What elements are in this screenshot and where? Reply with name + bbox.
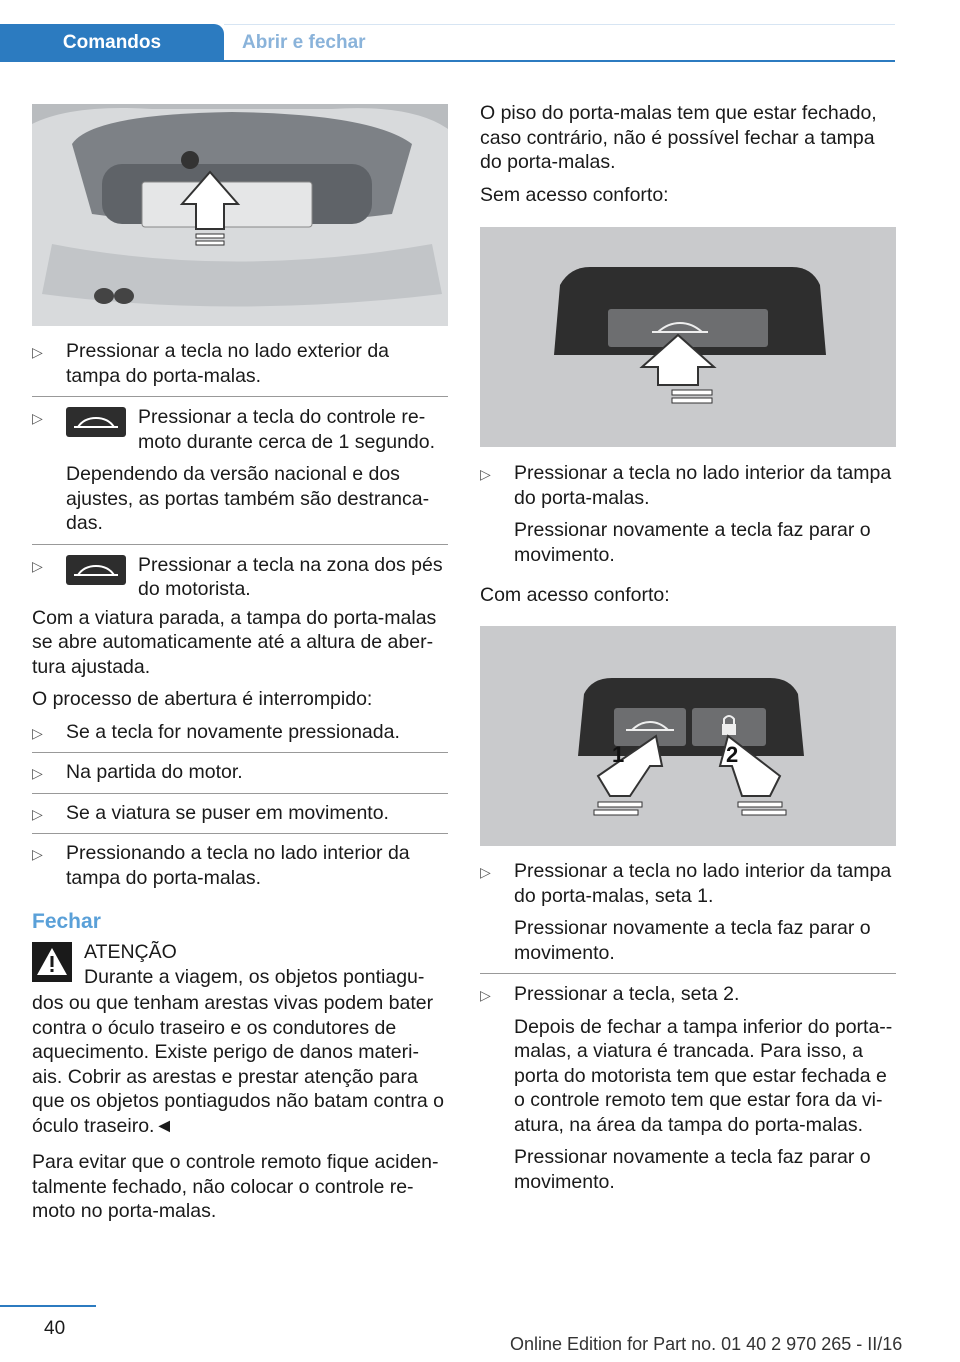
- bullet-text: Pressionar a tecla no lado interior da tampa do porta-malas.: [514, 462, 892, 509]
- interrupt-list: [32, 720, 448, 891]
- list-item: [32, 801, 448, 827]
- trunk-key-icon: [66, 407, 126, 437]
- list-item: [32, 760, 448, 786]
- arrow-label-2: 2: [726, 742, 739, 767]
- list-item: [32, 841, 448, 890]
- bullet-triangle-icon: ▷: [32, 557, 43, 574]
- bullet-subtext: Depois de fechar a tampa inferior do porta--malas, a viatura é trancada. Para isso, a porta do motorista tem que estar fechada e o controle remoto tem que estar fora da vi-atura, na área da tampa do porta-malas.: [514, 1015, 893, 1136]
- bullet-triangle-icon: ▷: [32, 846, 43, 862]
- divider: [32, 544, 448, 545]
- bullet-triangle-icon: ▷: [32, 765, 43, 781]
- warning-icon: [32, 942, 72, 987]
- tab-abrir-e-fechar[interactable]: [224, 24, 366, 62]
- bullet-subtext: Pressionar novamente a tecla faz parar o movimento.: [514, 519, 871, 566]
- list-item: [32, 339, 448, 388]
- trunk-button-illustration: [480, 227, 896, 447]
- bullet-text: Pressionar a tecla na zona dos pés do motorista.: [138, 553, 443, 600]
- trunk-button-image: [480, 227, 896, 447]
- right-top: [480, 101, 896, 207]
- bullet-triangle-icon: ▷: [32, 410, 43, 426]
- divider: [32, 833, 448, 834]
- warning-title: ATENÇÃO: [84, 941, 177, 963]
- paragraph: Com a viatura parada, a tampa do porta-malas se abre automaticamente até a altura de aber-tura ajustada.: [32, 606, 437, 678]
- trunk-key-icon: [66, 555, 126, 585]
- bullet-text: Na partida do motor.: [66, 761, 243, 783]
- bullet-triangle-icon: ▷: [32, 805, 43, 822]
- car-trunk-image: [32, 104, 448, 326]
- divider: [32, 793, 448, 794]
- divider: [480, 973, 896, 974]
- bullet-text: Pressionar a tecla no lado interior da tampa do porta-malas, seta 1.: [514, 860, 892, 907]
- comfort-buttons-illustration: [480, 626, 896, 846]
- bullet-text: Pressionar a tecla, seta 2.: [514, 983, 740, 1005]
- bullet-triangle-icon: ▷: [480, 987, 491, 1003]
- right-bottom: [480, 859, 896, 1194]
- paragraph: Sem acesso conforto:: [480, 183, 669, 206]
- list-item: [480, 461, 896, 567]
- paragraph: O processo de abertura é interrompido:: [32, 688, 373, 710]
- bullet-text: Pressionar a tecla no lado exterior da tampa do porta-malas.: [66, 340, 390, 387]
- tab-abrir-label: Abrir e fechar: [242, 32, 366, 53]
- list-item: [32, 553, 448, 602]
- comfort-access-image: [480, 626, 896, 846]
- divider: [32, 752, 448, 753]
- list-item: [480, 859, 896, 965]
- arrow-label-1: 1: [612, 742, 625, 767]
- tab-comandos-label: Comandos: [62, 32, 162, 53]
- bullet-subtext: Pressionar novamente a tecla faz parar o movimento.: [514, 1146, 871, 1193]
- warning-text: dos ou que tenham arestas vivas podem bater contra o óculo traseiro e os condutores de aquecimento. Existe perigo de danos materi-ais. Cobrir as arestas e prestar atenção para que os objetos pontiagudos não batam contra o óculo traseiro.◄: [32, 992, 444, 1137]
- bullet-text: Pressionando a tecla no lado interior da tampa do porta-malas.: [66, 842, 410, 889]
- list-item: [32, 720, 448, 746]
- page-number: 40: [44, 1318, 66, 1339]
- bullet-subtext: Pressionar novamente a tecla faz parar o movimento.: [514, 917, 871, 964]
- bullet-triangle-icon: ▷: [32, 344, 43, 360]
- tab-comandos[interactable]: [0, 24, 224, 62]
- warning-text-first: Durante a viagem, os objetos pontiagu-: [84, 965, 425, 988]
- edition-text: Online Edition for Part no. 01 40 2 970 265 - II/16: [510, 1334, 903, 1354]
- car-rear-illustration: [32, 104, 448, 326]
- bullet-triangle-icon: ▷: [480, 864, 491, 880]
- paragraph: O piso do porta-malas tem que estar fechado, caso contrário, não é possível fechar a tampa do porta-malas.: [480, 102, 877, 173]
- left-content: [32, 339, 448, 1224]
- bullet-text: Se a tecla for novamente pressionada.: [66, 720, 400, 743]
- divider: [32, 396, 448, 397]
- header-line: [0, 60, 895, 62]
- warning-block: [32, 940, 448, 1138]
- paragraph: Com acesso conforto:: [480, 584, 670, 606]
- footer-line: [0, 1305, 96, 1307]
- bullet-text: Se a viatura se puser em movimento.: [66, 801, 389, 824]
- right-middle: [480, 461, 896, 608]
- bullet-text: Pressionar a tecla do controle re-moto durante cerca de 1 segundo.: [138, 406, 436, 453]
- bullet-triangle-icon: ▷: [32, 724, 43, 741]
- list-item: [480, 982, 896, 1194]
- bullet-triangle-icon: ▷: [480, 466, 491, 482]
- paragraph: Para evitar que o controle remoto fique aciden-talmente fechado, não colocar o controle re-moto no porta-malas.: [32, 1151, 439, 1222]
- section-heading: Fechar: [32, 910, 101, 933]
- bullet-subtext: Dependendo da versão nacional e dos ajustes, as portas também são destranca-das.: [66, 463, 430, 534]
- list-item: [32, 405, 448, 536]
